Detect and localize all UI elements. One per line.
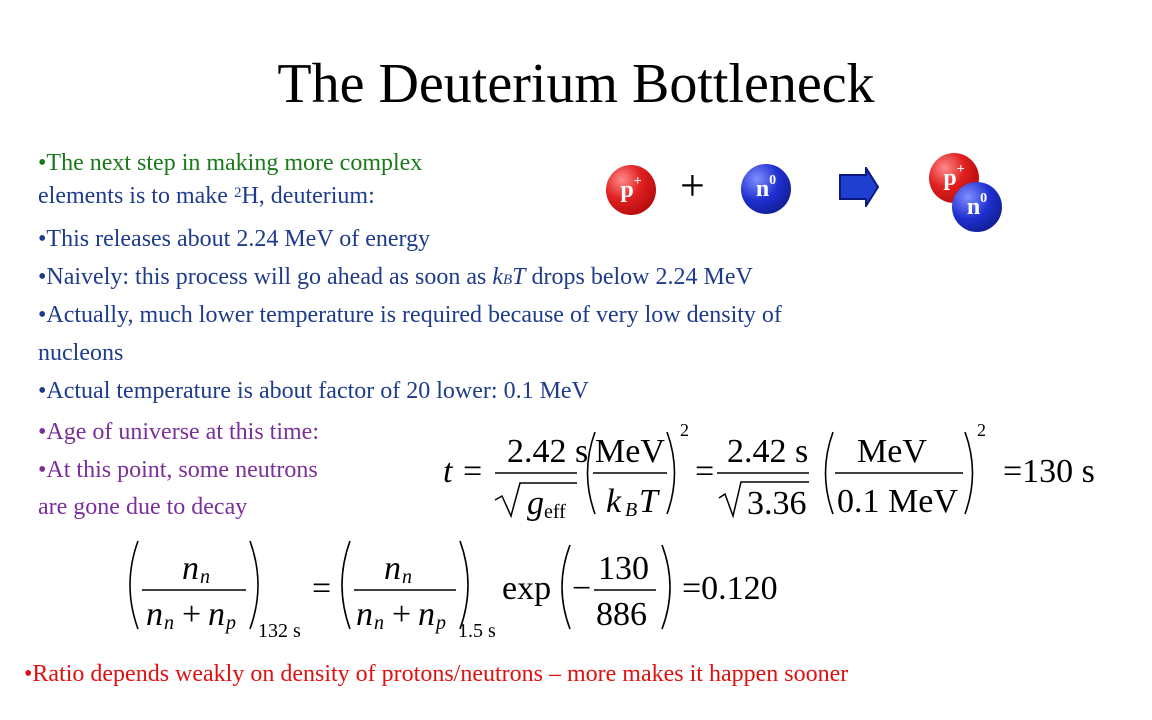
paren-right [965, 432, 973, 514]
proton-label: p [620, 176, 634, 203]
eq2-den: 886 [596, 596, 647, 633]
eq-sqrt-val: 3.36 [747, 485, 807, 522]
eq-g-sub: eff [544, 501, 566, 523]
eq-num1: 2.42 s [507, 433, 589, 470]
slide-title: The Deuterium Bottleneck [277, 53, 875, 115]
eq2-exp: exp [502, 570, 552, 607]
bullet-next-step-line2 [38, 181, 375, 211]
paren-left [826, 432, 834, 514]
age-equation [425, 418, 1105, 528]
eq2-nn: n [146, 596, 163, 633]
proton-charge: + [956, 162, 965, 177]
eq2-np2-sub: p [436, 612, 446, 634]
eq-g: g [527, 485, 544, 522]
eq2-nn-top2-sub: n [402, 566, 412, 588]
neutron-label: n [966, 193, 981, 220]
deuteron-neutron [952, 182, 1002, 232]
proton-charge: + [633, 174, 642, 189]
bullet-actually-line1: •Actually, much lower temperature is required because of very low density of [38, 302, 782, 328]
paren-right [250, 541, 258, 629]
eq2-num: 130 [598, 550, 649, 587]
eq2-nn2: n [356, 596, 373, 633]
eq2-plus2: + [392, 596, 412, 633]
eq2-equals: = [312, 570, 332, 607]
paren-left [562, 545, 570, 629]
bullet-age: •Age of universe at this time: [38, 419, 320, 445]
bullet-actually-line2: nucleons [38, 340, 124, 366]
bullet-next-step-line1: •The next step in making more complex [38, 150, 423, 176]
arrow-right-icon [838, 167, 882, 207]
eq-kb-sub: B [625, 499, 638, 521]
eq-t: t [443, 453, 453, 490]
bullet-text: drops below 2.24 MeV [525, 264, 753, 290]
eq2-np: n [208, 596, 225, 633]
eq2-nn2-sub: n [374, 612, 384, 634]
eq2-result: =0.120 [682, 570, 778, 607]
eq2-nn-top2: n [384, 550, 401, 587]
t-symbol: T [512, 264, 526, 290]
superscript: 2 [233, 185, 242, 201]
bullet-text: H, deuterium: [241, 183, 375, 209]
proton-label: p [943, 164, 957, 191]
eq2-minus: − [572, 570, 592, 607]
bullet-neutrons-line1: •At this point, some neutrons [38, 457, 318, 483]
eq2-nn-sub: n [164, 612, 174, 634]
eq-denom2: 0.1 MeV [837, 483, 958, 520]
proton-particle [606, 165, 656, 215]
bullet-naively [38, 262, 753, 292]
bullet-energy: •This releases about 2.24 MeV of energy [38, 226, 431, 252]
eq-equals: = [463, 453, 483, 490]
kb-subscript: B [502, 272, 513, 288]
bullet-ratio: •Ratio depends weakly on density of protons/neutrons – more makes it happen sooner [24, 661, 849, 687]
eq-T: T [639, 483, 658, 520]
neutron-ratio-equation [120, 535, 800, 645]
eq-pow2: 2 [977, 420, 986, 440]
eq-kb: k [606, 483, 622, 520]
bullet-actual-temp: •Actual temperature is about factor of 20 lower: 0.1 MeV [38, 378, 589, 404]
neutron-label: n [755, 175, 770, 202]
eq2-sub-right: 1.5 s [458, 620, 496, 642]
kb-symbol: k [492, 264, 503, 290]
bullet-text: •Naively: this process will go ahead as soon as [38, 264, 493, 290]
paren-left [130, 541, 138, 629]
paren-right [667, 432, 675, 514]
neutron-particle [741, 164, 791, 214]
neutron-charge: 0 [980, 191, 988, 206]
eq-pow: 2 [680, 420, 689, 440]
eq2-nn-top-sub: n [200, 566, 210, 588]
plus-sign: + [680, 161, 705, 210]
eq2-nn-top: n [182, 550, 199, 587]
eq2-sub-left: 132 s [258, 620, 301, 642]
eq2-np2: n [418, 596, 435, 633]
eq2-np-sub: p [226, 612, 236, 634]
bullet-neutrons-line2: are gone due to decay [38, 494, 248, 520]
bullet-text: elements is to make [38, 183, 234, 209]
paren-left [342, 541, 350, 629]
paren-right [460, 541, 468, 629]
eq-equals2: = [695, 453, 715, 490]
paren-right [662, 545, 670, 629]
neutron-charge: 0 [769, 173, 777, 188]
eq-num2: 2.42 s [727, 433, 809, 470]
eq-mev: MeV [595, 433, 665, 470]
eq2-plus: + [182, 596, 202, 633]
eq-result: =130 s [1003, 453, 1095, 490]
eq-mev2: MeV [857, 433, 927, 470]
